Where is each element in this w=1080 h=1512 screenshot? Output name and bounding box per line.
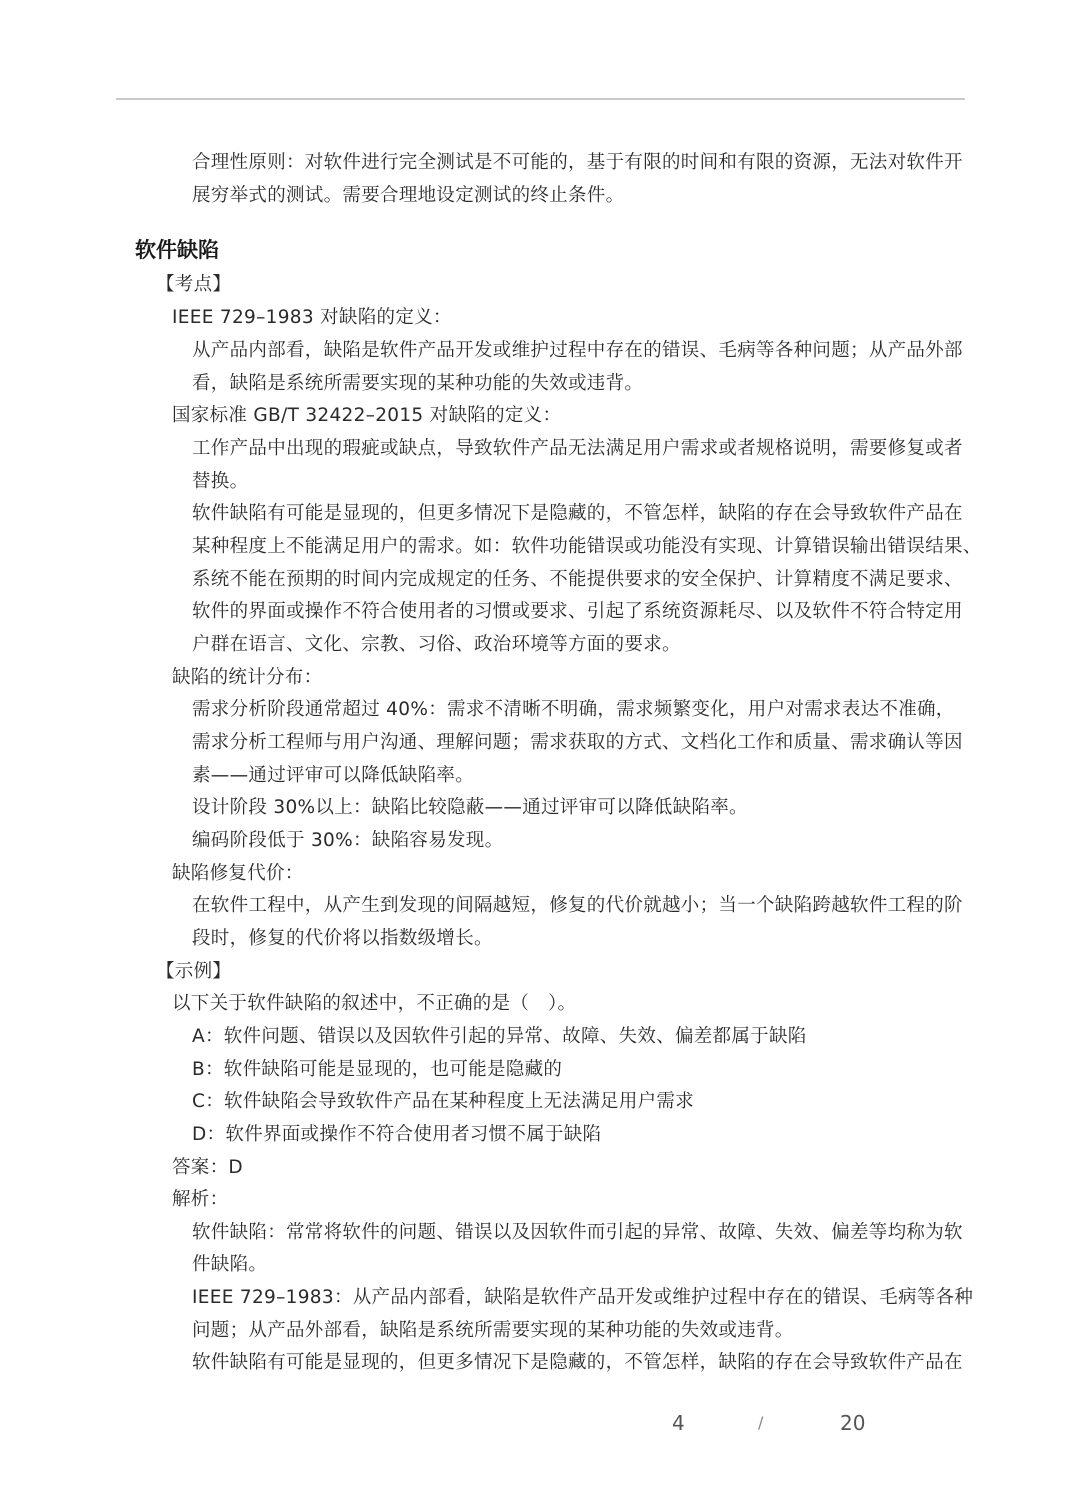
- analysis-heading: 解析：: [172, 1189, 229, 1210]
- tag-kaodian: 【考点】: [156, 274, 232, 295]
- paragraph-line: IEEE 729–1983：从产品内部看，缺陷是软件产品开发或维护过程中存在的错误、毛病等各种: [192, 1287, 974, 1308]
- paragraph-line: 需求分析工程师与用户沟通、理解问题；需求获取的方式、文档化工作和质量、需求确认等因: [192, 732, 963, 753]
- subsection-heading: 缺陷修复代价：: [172, 863, 304, 884]
- paragraph-line: 软件缺陷有可能是显现的，但更多情况下是隐藏的，不管怎样，缺陷的存在会导致软件产品在: [192, 1352, 963, 1373]
- paragraph-line: 工作产品中出现的瑕疵或缺点，导致软件产品无法满足用户需求或者规格说明，需要修复或者: [192, 438, 963, 459]
- paragraph-line: 从产品内部看，缺陷是软件产品开发或维护过程中存在的错误、毛病等各种问题；从产品外部: [192, 340, 963, 361]
- paragraph-line: 户群在语言、文化、宗教、习俗、政治环境等方面的要求。: [192, 634, 681, 655]
- intro-line: 合理性原则：对软件进行完全测试是不可能的，基于有限的时间和有限的资源，无法对软件开: [192, 152, 963, 173]
- answer-line: 答案：D: [172, 1157, 243, 1178]
- option-b: B：软件缺陷可能是显现的，也可能是隐藏的: [192, 1059, 563, 1080]
- paragraph-line: 某种程度上不能满足用户的需求。如：软件功能错误或功能没有实现、计算错误输出错误结果、: [192, 536, 982, 557]
- intro-line: 展穷举式的测试。需要合理地设定测试的终止条件。: [192, 185, 625, 206]
- paragraph-line: 看，缺陷是系统所需要实现的某种功能的失效或违背。: [192, 373, 644, 394]
- page-total: 20: [840, 1411, 866, 1435]
- definition-heading: 国家标准 GB/T 32422–2015 对缺陷的定义：: [172, 405, 562, 426]
- paragraph-line: 需求分析阶段通常超过 40%：需求不清晰不明确，需求频繁变化，用户对需求表达不准确，: [192, 699, 955, 720]
- paragraph-line: 设计阶段 30%以上：缺陷比较隐蔽——通过评审可以降低缺陷率。: [192, 797, 748, 818]
- question-stem: 以下关于软件缺陷的叙述中，不正确的是（ ）。: [172, 993, 577, 1014]
- section-title: 软件缺陷: [135, 238, 219, 262]
- paragraph-line: 替换。: [192, 471, 249, 492]
- page-separator: /: [758, 1413, 764, 1432]
- paragraph-line: 件缺陷。: [192, 1254, 268, 1275]
- page-current: 4: [672, 1411, 685, 1435]
- paragraph-line: 系统不能在预期的时间内完成规定的任务、不能提供要求的安全保护、计算精度不满足要求、: [192, 569, 963, 590]
- subsection-heading: 缺陷的统计分布：: [172, 667, 323, 688]
- tag-shili: 【示例】: [156, 961, 232, 982]
- paragraph-line: 段时，修复的代价将以指数级增长。: [192, 928, 493, 949]
- paragraph-line: 软件缺陷有可能是显现的，但更多情况下是隐藏的，不管怎样，缺陷的存在会导致软件产品在: [192, 503, 963, 524]
- option-c: C：软件缺陷会导致软件产品在某种程度上无法满足用户需求: [192, 1091, 695, 1112]
- paragraph-line: 素——通过评审可以降低缺陷率。: [192, 765, 475, 786]
- option-d: D：软件界面或操作不符合使用者习惯不属于缺陷: [192, 1124, 602, 1145]
- header-rule: [116, 98, 965, 100]
- option-a: A：软件问题、错误以及因软件引起的异常、故障、失效、偏差都属于缺陷: [192, 1026, 807, 1047]
- paragraph-line: 软件的界面或操作不符合使用者的习惯或要求、引起了系统资源耗尽、以及软件不符合特定用: [192, 601, 963, 622]
- paragraph-line: 软件缺陷：常常将软件的问题、错误以及因软件而引起的异常、故障、失效、偏差等均称为软: [192, 1222, 963, 1243]
- paragraph-line: 在软件工程中，从产生到发现的间隔越短，修复的代价就越小；当一个缺陷跨越软件工程的阶: [192, 895, 963, 916]
- definition-heading: IEEE 729–1983 对缺陷的定义：: [172, 307, 452, 328]
- paragraph-line: 问题；从产品外部看，缺陷是系统所需要实现的某种功能的失效或违背。: [192, 1320, 794, 1341]
- paragraph-line: 编码阶段低于 30%：缺陷容易发现。: [192, 830, 504, 851]
